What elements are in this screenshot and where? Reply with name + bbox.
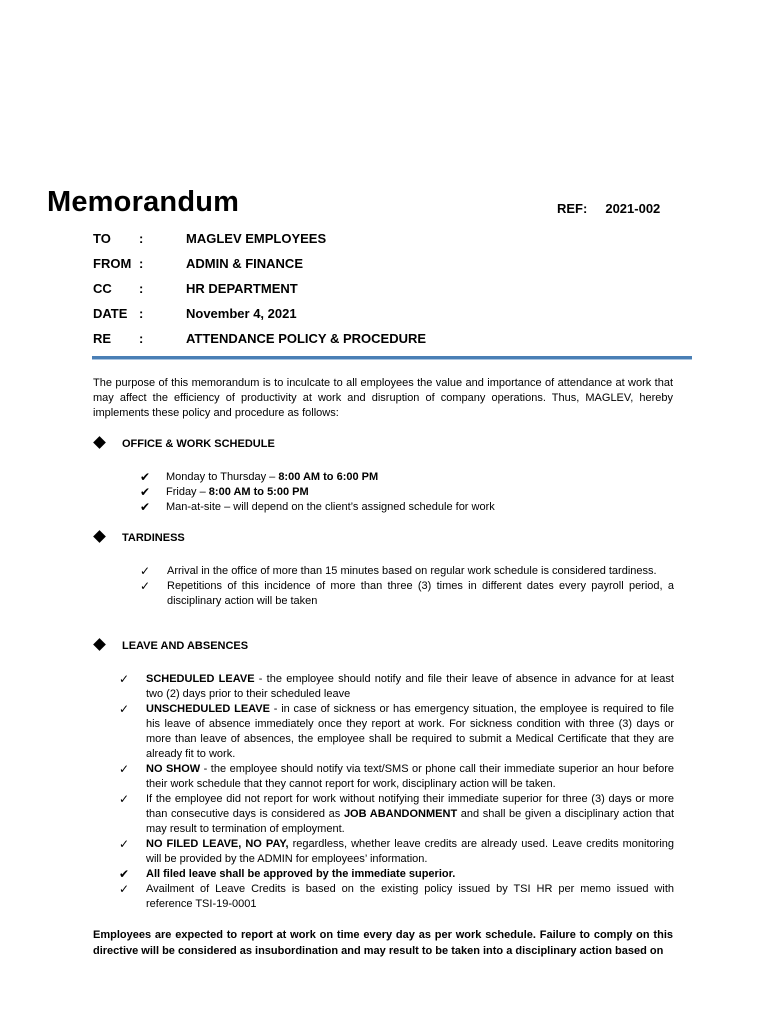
header-value: November 4, 2021 xyxy=(186,306,297,321)
office-schedule-list xyxy=(140,470,540,515)
list-item: ✓ If the employee did not report for work without notifying their immediate superior for three (3) days or more than consecutive days is considered as JOB ABANDONMENT and shall be given a disciplinary action that may result to termination of employment. xyxy=(119,792,674,835)
section-leave-absences xyxy=(93,640,248,652)
ref-number xyxy=(557,201,660,216)
section-heading: OFFICE & WORK SCHEDULE xyxy=(122,438,275,450)
header-value: MAGLEV EMPLOYEES xyxy=(186,231,327,246)
checkmark-icon: ✓ xyxy=(119,792,130,806)
header-label: RE xyxy=(93,331,112,346)
checkmark-icon: ✔ xyxy=(140,470,151,484)
checkmark-icon: ✔ xyxy=(140,485,151,499)
header-label: CC xyxy=(93,281,112,296)
list-item: ✓ Repetitions of this incidence of more than three (3) times in different dates every payroll period, a disciplinary action will be taken xyxy=(140,579,674,607)
section-office-schedule xyxy=(93,438,275,450)
checkmark-icon: ✓ xyxy=(119,762,130,776)
header-value: ATTENDANCE POLICY & PROCEDURE xyxy=(186,331,427,346)
list-item: ✔ Monday to Thursday – 8:00 AM to 6:00 PM xyxy=(140,470,379,484)
list-item: ✓ NO SHOW - the employee should notify via text/SMS or phone call their immediate superior an hour before their work schedule that they cannot report for work, disciplinary action will be taken. xyxy=(119,762,674,790)
header-divider xyxy=(92,356,692,360)
header-label: FROM xyxy=(93,256,132,271)
section-heading: LEAVE AND ABSENCES xyxy=(122,640,249,652)
header-value: ADMIN & FINANCE xyxy=(186,256,303,271)
diamond-bullet-icon xyxy=(93,530,106,543)
list-item: ✔ Man-at-site – will depend on the client’s assigned schedule for work xyxy=(140,500,495,514)
list-item: ✓ Arrival in the office of more than 15 minutes based on regular work schedule is considered tardiness. xyxy=(140,564,657,578)
header-label: TO xyxy=(93,231,111,246)
header-colon: : xyxy=(139,331,144,346)
header-colon: : xyxy=(139,281,144,296)
diamond-bullet-icon xyxy=(93,638,106,651)
list-item: ✔ All filed leave shall be approved by the immediate superior. xyxy=(119,867,456,881)
header-colon: : xyxy=(139,306,144,321)
header-row-to xyxy=(93,231,653,251)
closing-paragraph: Employees are expected to report at work on time every day as per work schedule. Failure to comply on this directive will be considered as insubordination and may result to be taken into a disciplinary action based on xyxy=(93,929,673,957)
diamond-bullet-icon xyxy=(93,436,106,449)
header-colon: : xyxy=(139,256,144,271)
checkmark-icon: ✓ xyxy=(119,672,130,686)
header-value: HR DEPARTMENT xyxy=(186,281,298,296)
checkmark-icon: ✓ xyxy=(140,579,151,593)
list-item: ✓ NO FILED LEAVE, NO PAY, regardless, whether leave credits are already used. Leave credits monitoring will be provided by the ADMIN for employees’ information. xyxy=(119,837,675,865)
section-tardiness xyxy=(93,532,185,544)
ref-label: REF: xyxy=(557,201,588,216)
checkmark-icon: ✔ xyxy=(119,867,130,881)
header-row-from xyxy=(93,256,653,276)
checkmark-icon: ✓ xyxy=(119,702,130,716)
intro-paragraph: The purpose of this memorandum is to inculcate to all employees the value and importance of attendance at work that may affect the efficiency of productivity at work and disruption of company operations. Thus, MAGLEV, hereby implements these policy and procedure as follows: xyxy=(93,377,673,419)
checkmark-icon: ✔ xyxy=(140,500,151,514)
leave-list xyxy=(119,672,674,912)
list-item: ✔ Friday – 8:00 AM to 5:00 PM xyxy=(140,485,309,499)
list-item: ✓ Availment of Leave Credits is based on the existing policy issued by TSI HR per memo issued with reference TSI-19-0001 xyxy=(119,882,674,910)
checkmark-icon: ✓ xyxy=(140,564,151,578)
header-row-date xyxy=(93,306,653,326)
checkmark-icon: ✓ xyxy=(119,882,130,896)
header-row-cc xyxy=(93,281,653,301)
tardiness-list xyxy=(140,564,674,609)
section-heading: TARDINESS xyxy=(122,532,185,544)
checkmark-icon: ✓ xyxy=(119,837,130,851)
header-colon: : xyxy=(139,231,144,246)
list-item: ✓ UNSCHEDULED LEAVE - in case of sickness or has emergency situation, the employee is required to file his leave of absence immediately once they report at work. For sickness condition with three (3) days or more than leave of absences, the employee shall be required to submit a Medical Certificate that they are already fit to work. xyxy=(119,702,674,760)
header-row-re xyxy=(93,331,653,351)
list-item: ✓ SCHEDULED LEAVE - the employee should notify and file their leave of absence in advance for at least two (2) days prior to their scheduled leave xyxy=(119,672,674,700)
header-label: DATE xyxy=(93,306,128,321)
memo-title: Memorandum xyxy=(47,186,240,218)
ref-value: 2021-002 xyxy=(605,201,661,216)
